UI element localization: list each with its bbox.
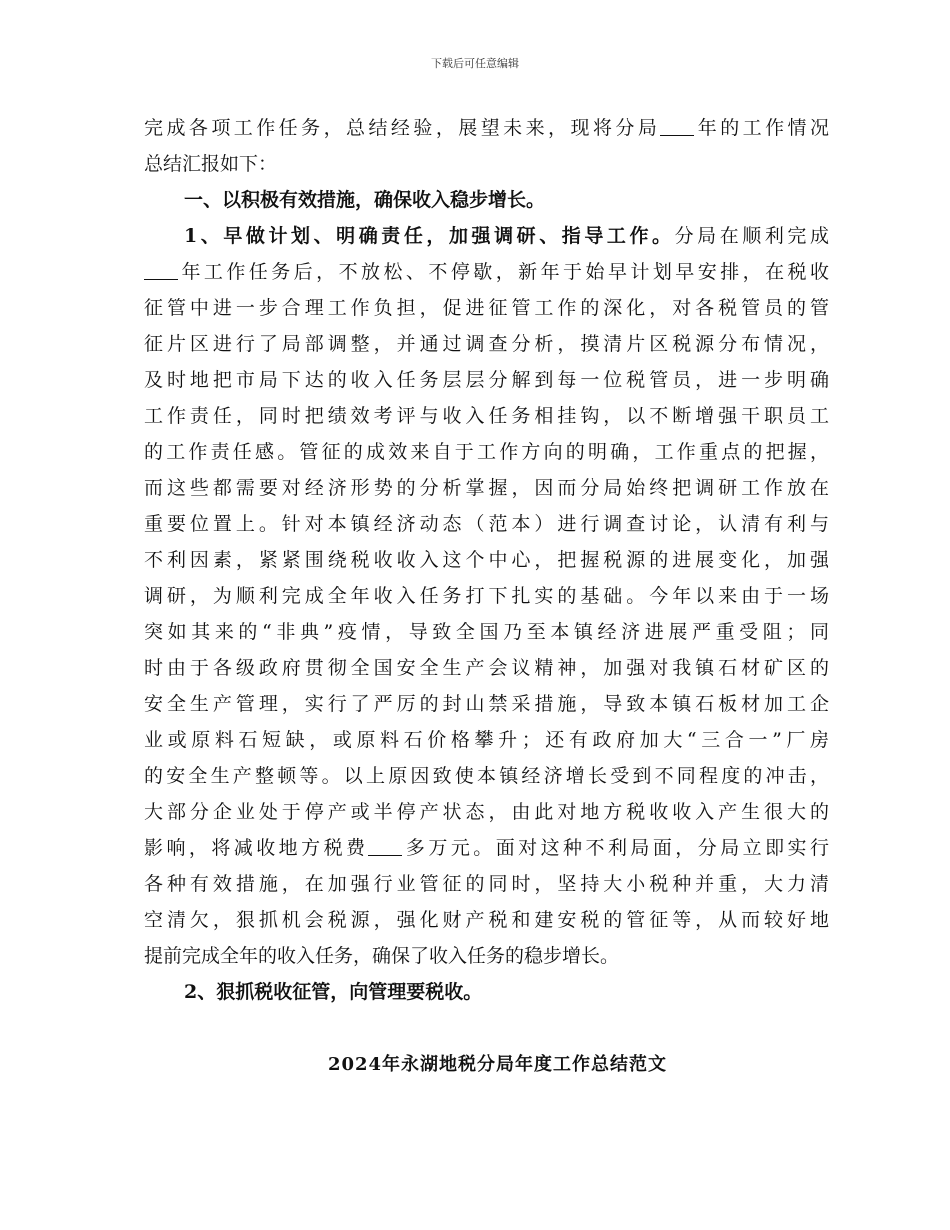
item-1-second-line-text: 年工作任务后，不放松、不停歇，新年于始早计划早安排，在税收 — [178, 261, 829, 283]
intro-line-2: 总结汇报如下： — [144, 153, 278, 175]
intro-line-1 — [144, 110, 829, 146]
intro-text-before-blank: 完成各项工作任务，总结经验，展望未来，现将分局 — [144, 117, 661, 139]
paragraph-line: 大部分企业处于停产或半停产状态，由此对地方税收收入产生很大的 — [144, 801, 829, 823]
tax-reduction-line — [144, 830, 829, 866]
item-1-first-line — [144, 218, 829, 254]
paragraph-line: 时由于各级政府贯彻全国安全生产会议精神，加强对我镇石材矿区的 — [144, 657, 829, 679]
paragraph-line: 调研，为顺利完成全年收入任务打下扎实的基础。今年以来由于一场 — [144, 585, 829, 607]
tax-reduction-text-before: 影响，将减收地方税费 — [144, 837, 369, 859]
blank-amount — [368, 835, 402, 856]
item-1-first-line-text: 分局在顺利完成 — [674, 225, 829, 247]
paragraph-line: 重要位置上。针对本镇经济动态（范本）进行调查讨论，认清有利与 — [144, 513, 829, 535]
paragraph-line: 及时地把市局下达的收入任务层层分解到每一位税管员，进一步明确 — [144, 369, 829, 391]
blank-year — [660, 115, 694, 136]
paragraph-line: 各种有效措施，在加强行业管征的同时，坚持大小税种并重，大力清 — [144, 873, 829, 895]
paragraph-line: 空清欠，狠抓机会税源，强化财产税和建安税的管征等，从而较好地 — [144, 909, 829, 931]
paragraph-line: 征片区进行了局部调整，并通过调查分析，摸清片区税源分布情况， — [144, 333, 829, 355]
section-1-heading: 一、以积极有效措施，确保收入稳步增长。 — [184, 189, 546, 211]
paragraph-line: 突如其来的“非典”疫情，导致全国乃至本镇经济进展严重受阻；同 — [144, 621, 829, 643]
paragraph-line: 工作责任，同时把绩效考评与收入任务相挂钩，以不断增强干职员工 — [144, 405, 829, 427]
paragraph-line: 安全生产管理，实行了严厉的封山禁采措施，导致本镇石板材加工企 — [144, 693, 829, 715]
tax-reduction-text-after: 多万元。面对这种不利局面，分局立即实行 — [402, 837, 829, 859]
item-1-title: 1、早做计划、明确责任，加强调研、指导工作。 — [184, 225, 675, 247]
item-2-heading: 2、狠抓税收征管，向管理要税收。 — [184, 981, 483, 1003]
document-body — [144, 110, 829, 1010]
document-title: 2024年永湖地税分局年度工作总结范文 — [327, 1054, 668, 1075]
item-1-second-line — [144, 254, 829, 290]
header-note: 下载后可任意编辑 — [431, 57, 519, 70]
paragraph-line: 不利因素，紧紧围绕税收收入这个中心，把握税源的进展变化，加强 — [144, 549, 829, 571]
paragraph-line: 而这些都需要对经济形势的分析掌握，因而分局始终把调研工作放在 — [144, 477, 829, 499]
intro-text-after-blank: 年的工作情况 — [694, 117, 829, 139]
blank-year-2 — [144, 259, 178, 280]
paragraph-line: 业或原料石短缺，或原料石价格攀升；还有政府加大“三合一”厂房 — [144, 729, 829, 751]
paragraph-line: 征管中进一步合理工作负担，促进征管工作的深化，对各税管员的管 — [144, 297, 829, 319]
paragraph-line: 的安全生产整顿等。以上原因致使本镇经济增长受到不同程度的冲击， — [144, 765, 829, 787]
paragraph-line: 提前完成全年的收入任务，确保了收入任务的稳步增长。 — [144, 945, 620, 967]
paragraph-line: 的工作责任感。管征的成效来自于工作方向的明确，工作重点的把握， — [144, 441, 829, 463]
